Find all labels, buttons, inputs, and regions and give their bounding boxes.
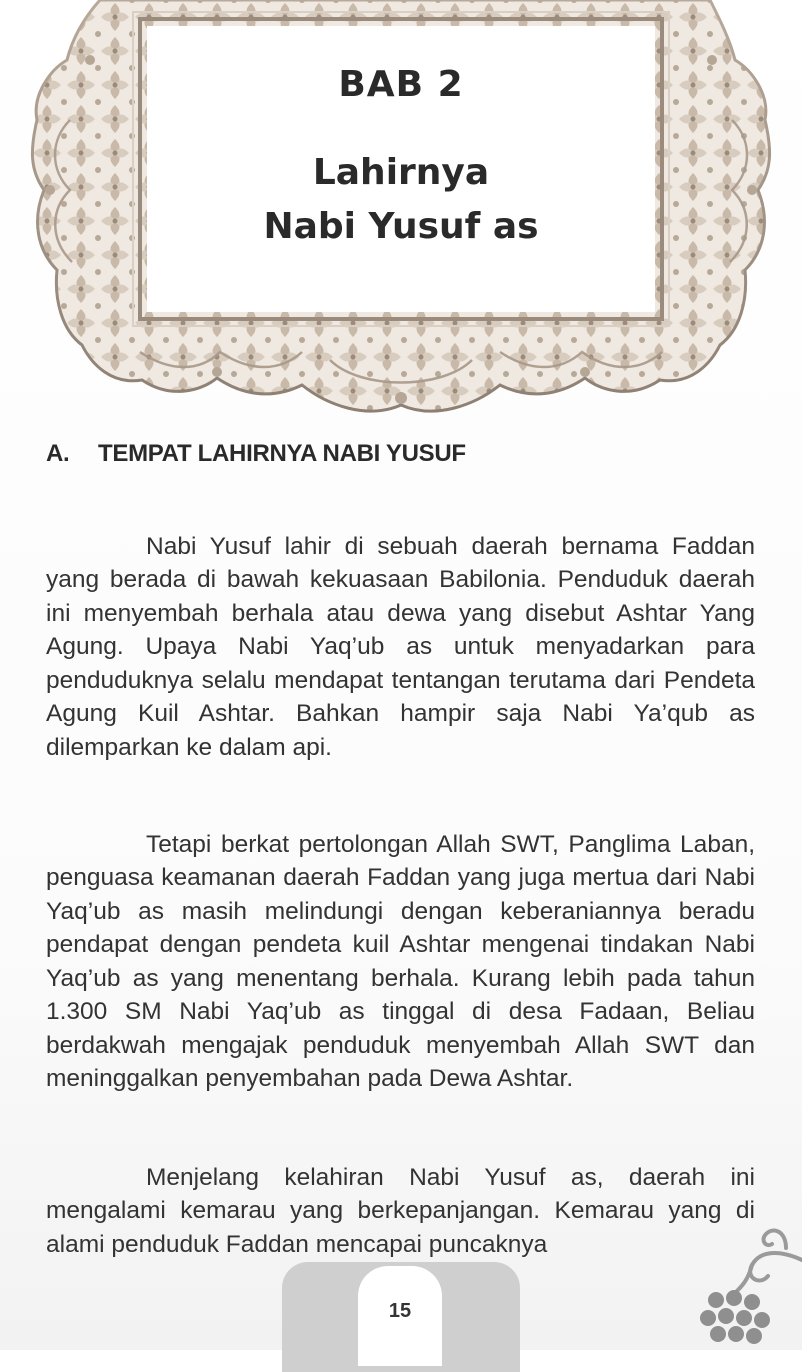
section-letter: A.	[46, 440, 70, 467]
grape-vine-icon	[690, 1220, 802, 1350]
page-number: 15	[388, 1300, 412, 1322]
chapter-frame	[30, 0, 772, 420]
body-paragraph: Menjelang kelahiran Nabi Yusuf as, daerah ini mengalami kemarau yang berkepanjangan. Kemarau yang di alami penduduk Faddan mencapai puncaknya	[46, 1163, 755, 1258]
body-paragraph: Nabi Yusuf lahir di sebuah daerah bernama Faddan yang berada di bawah kekuasaan Babilonia. Penduduk daerah ini menyembah berhala atau dewa yang disebut Ashtar Yang Agung. Upaya Nabi Yaq’ub as untuk menyadarkan para penduduknya selalu mendapat tentangan terutama dari Pendeta Agung Kuil Ashtar. Bahkan hampir saja Nabi Ya’qub as dilemparkan ke dalam api.	[46, 532, 755, 761]
section-heading	[46, 440, 466, 468]
section-heading-text: TEMPAT LAHIRNYA NABI YUSUF	[98, 440, 466, 467]
body-paragraph: Tetapi berkat pertolongan Allah SWT, Panglima Laban, penguasa keamanan daerah Faddan yang juga mertua dari Nabi Yaq’ub as masih melindungi dengan keberaniannya beradu pendapat dengan pendeta kuil Ashtar mengenai tindakan Nabi Yaq’ub as yang menentang berhala. Kurang lebih pada tahun 1.300 SM Nabi Yaq’ub as tinggal di desa Fadaan, Beliau berdakwah mengajak penduduk menyembah Allah SWT dan meninggalkan penyembahan pada Dewa Ashtar.	[46, 830, 755, 1092]
chapter-title	[147, 146, 655, 254]
chapter-title-line-1: Lahirnya	[312, 152, 490, 193]
chapter-number: BAB 2	[338, 64, 464, 105]
chapter-title-line-2: Nabi Yusuf as	[263, 206, 539, 247]
chapter-title-panel	[147, 26, 655, 312]
